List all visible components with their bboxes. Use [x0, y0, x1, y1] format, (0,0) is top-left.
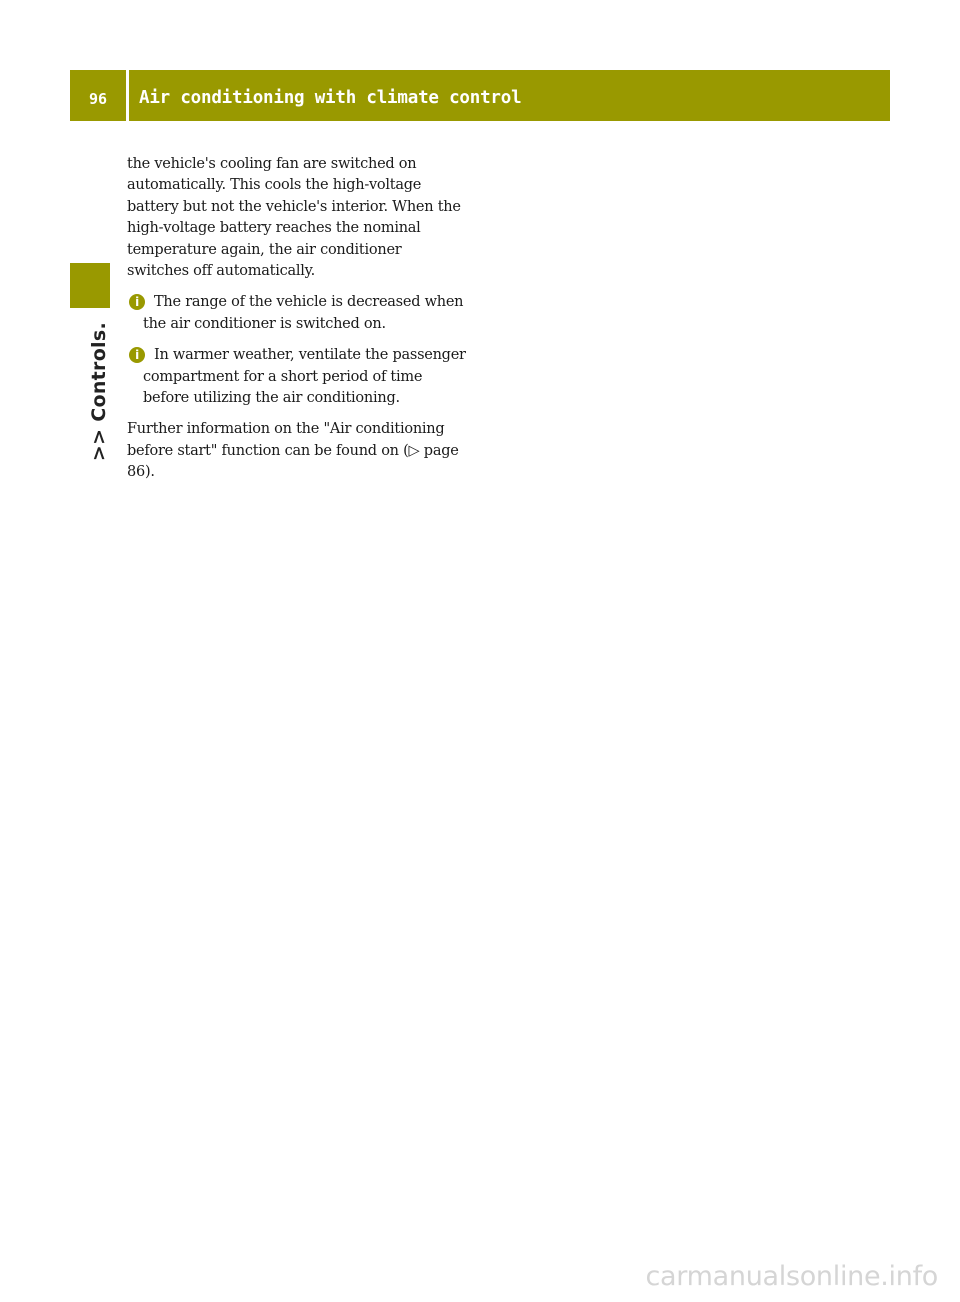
main-content	[127, 154, 467, 494]
body-paragraph-2: Further information on the "Air conditioning before start" function can be found on (▷ page 86).	[127, 421, 459, 481]
page-number: 96	[70, 70, 126, 121]
side-tab-marker	[70, 263, 110, 308]
section-title: Air conditioning with climate control	[129, 70, 890, 121]
info-note-1	[127, 292, 467, 335]
body-paragraph-1: the vehicle's cooling fan are switched on automatically. This cools the high-voltage battery but not the vehicle's interior. When the high-voltage battery reaches the nominal temperature again, the air conditioner switches off automatically.	[127, 156, 461, 280]
info-note-1-text: The range of the vehicle is decreased when the air conditioner is switched on.	[143, 294, 464, 332]
info-note-2	[127, 345, 467, 409]
info-icon: i	[129, 294, 145, 310]
watermark: carmanualsonline.info	[645, 1261, 938, 1292]
info-icon: i	[129, 347, 145, 363]
info-note-2-text: In warmer weather, ventilate the passenger compartment for a short period of time before utilizing the air conditioning.	[143, 347, 466, 407]
side-tab-label: >> Controls.	[88, 322, 110, 462]
